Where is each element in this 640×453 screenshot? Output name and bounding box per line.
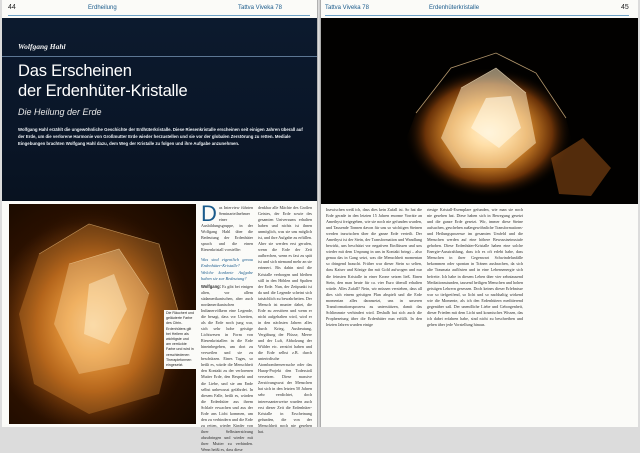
right-page <box>321 0 638 427</box>
right-header-rule <box>325 15 629 16</box>
left-column-2 <box>258 205 312 434</box>
right-col1-text: Inzwischen weiß ich, dass dies kein Zufall ist. So hat die Erde gerade in den letzten 15 Jahren enorme Vorräte an Amethyst freigegeben, wie sie noch nie gefunden wurden, und Tausende Tonnen davon für uns so wichtigen Steinen werden inzwischen über die ganze Erde verteilt. Der Amethyst ist der Stein, der Transformation und Wandlung bewirkt, uns beschützt vor negativen Einflüssen und uns wieder mit dem Ursprung in uns in Kontakt bringt – also genau das in Gang setzt, was die Menschheit momentan so dringend braucht. Früher war dieser Stein so selten, dass Kaiser und Könige ihn mit Gold aufwogen und nur die feinsten Kristalle in einer Krone setzen ließ. Einen Stein, den man heute für ca. vier Euro überall erhalten würde. Alles Zufall? Nein, wir müssen verstehen, dass all dies sich einem geistigen Plan abspielt und die Erde momentan alles daransetzt, uns in unseren Transformationsprozess zu unterstützen, damit das Schlimmste verhindert wird. Deshalb hat sich auch die Prophezeiung über die Erdenhüter nun erfüllt. In den letzten Jahren wurden einige <box>326 207 422 327</box>
right-column-1 <box>326 207 422 423</box>
crystal-photo-right <box>321 18 638 204</box>
right-page-number: 45 <box>621 4 629 11</box>
right-column-2 <box>427 207 523 423</box>
drop-cap: D <box>201 201 217 226</box>
left-column-1 <box>201 201 253 453</box>
answer-label: Wolfgang: <box>201 283 221 289</box>
col1-paragraph-1: as Interview führten Seminarteilnehmer einer Ausbildungsgruppe, in der Wolfgang Hahl über die Bedeutung der Erdenhüter sprach und die einen Riesenkristall vorstellte: <box>201 205 253 253</box>
title-line-2: der Erdenhüter-Kristalle <box>18 82 188 100</box>
article-intro: Wolfgang Hahl erzählt die ungewöhnliche Geschichte der Erdhüterkristalle. Diese Riesenkristalle erscheinen seit einigen Jahren überall auf der Erde, um die verlorene Harmonie von Großmutter Erde wieder herzustellen und sie vor der globalen Zerstörung zu retten. Mediale Eingebungen brachten Wolfgang Hahl dazu, dem Weg der Kristalle zu folgen und ihre Aufgabe anzunehmen. <box>18 127 303 147</box>
title-line-1: Das Erscheinen <box>18 62 132 80</box>
left-header-magazine: Tattva Viveka 78 <box>238 5 282 11</box>
left-header-section: Erdheilung <box>88 5 117 11</box>
right-header-magazine: Tattva Viveka 78 <box>325 5 369 11</box>
right-header-section: Erdenhüterkristalle <box>429 5 480 11</box>
col2-text: denkbar alle Mächte des Großen Geistes, der Erde sowie des gesamten Universums erhalten haben und nichts ist ihnen unmöglich, was sie uns möglich ist, und ihre Aufgabe zu erfüllen. Aber sie werden erst gerufen, wenn die Erde der Zeit aufbrechen, wenn es fast zu spät ist und sich niemand mehr an sie erinnert. Bis dahin sind die Kristalle verborgen und bleiben still in den Höhlen und Spalten der Erde. Nun, der Zeitpunkt ist da und die Legende scheint sich tatsächlich zu bewahrheiten. Der Mensch ist munter dabei, die Erde zu zerstören und wenn er nicht aufgehalten wird, wird er in den nächsten Jahren alles durch Krieg, Ausbeutung, Vergiftung der Flüsse, Meere und der Luft, Abholzung der Wälder etc. zerstört haben und die Erde selbst z.B. durch unterirdische Atombombenversuche oder das Haarp-Projekt den Todesstoß versetzen. Diese massive Zerstörungswut der Menschen hat sich in den letzten 50 Jahren sehr verdichtet, doch interessanterweise wurden auch erst dieser Zeit die Erdenhüter-Kristalle in Erscheinung gefunden, die von der Menschheit noch nie gesehen hat. <box>258 205 312 434</box>
glowing-crystal-image <box>321 18 638 204</box>
col1-paragraph-2: Es gibt bei einigen alten, vor allem südamerikanischen, aber auch nordamerikanischen Indianervölkern eine Legende, die besagt, dass vor Urzeiten, als die Erde noch jung war, sich sehr hohe geistige Lichtwesen in Form von Riesenkristallen in die Erde hineinbegeben, um dort zu verweilen und sie zu beschützen. Eines Tages, so heißt es, würde die Menschheit den Kontakt zu der verlorenen Mutter Erde, den Respekt und die Liebe, und sie am Ende selbst unbewusst gefährdet. In diesem Falle, heißt es, würden die Erdenhüter aus ihrem Schlafe erwachen und aus der Erde ans Licht kommen, um den zu verhindern und die Erde zu retten, wieder Kinder von ihrer Selbstzerstörung abzubringen und wieder mit ihrer Mutter zu verbinden. Wenn heißt es, dass diese <box>201 283 253 453</box>
article-subtitle: Die Heilung der Erde <box>18 107 102 117</box>
photo-caption: Die Räuchert und geläuterte Farbe des Citrin-Erdenhüters gilt bei Heilern als wichtigste und am verrückte Farbe und wird in verschiedenen Therapieformen eingesetzt. <box>164 310 196 369</box>
author-name: Wolfgang Hahl <box>18 42 66 51</box>
right-col2-text: riesige Kristall-Exemplare gefunden, wie man sie noch nie gesehen hat. Diese haben sich in Bewegung gesetzt und die ganze Erde gesetzt. Wir, immer diese Steine aufsuchen, geschehen außergewöhnliche Transformations- und Heilungsprozesse im gesamten Umfeld und die Menschen werden auf eine höhere Bewusstseinsstufe gehoben. Diese Erdenhüter-Kristalle haben eine solche Energie-Ausstrahlung, dass ich es oft erlebt habe, dass Menschen in ihrer Gegenwart Schwindelanfälle bekommen oder spontan in Tränen ausbrachen, da sich alte Traumata auflösten und in eine Lebensenergie sich befreite. Ich habe in diesem Leben über vier zehntausend Mediationsstunden, tausend heiligen Menschen und hohen geistigen Lehrern gesessen. Doch keines dieser Erlebnisse war so tiefgreifend, so licht und so nachhaltig wirkend wie die Momente, als ich den Erdenhütern meditierend gegenüber saß. Der unendliche Liebe und Geborgenheit, dieser Frieden mit dem Licht und kosmisches Wissen, das ich dabei erfahren habe, sind nicht zu beschreiben und gehen über jede Vorstellung hinaus. <box>427 207 523 327</box>
left-page-number: 44 <box>8 4 16 11</box>
left-header-rule <box>8 15 310 16</box>
left-page <box>2 0 317 453</box>
right-page-header <box>325 5 633 15</box>
author-divider <box>2 56 317 57</box>
interview-question: Was sind eigentlich genau Erdenhüter-Kristalle? Welche konkrete Aufgabe haben sie zur Bedeutung? <box>201 257 253 281</box>
left-page-header <box>8 5 308 15</box>
article-title <box>18 61 308 101</box>
